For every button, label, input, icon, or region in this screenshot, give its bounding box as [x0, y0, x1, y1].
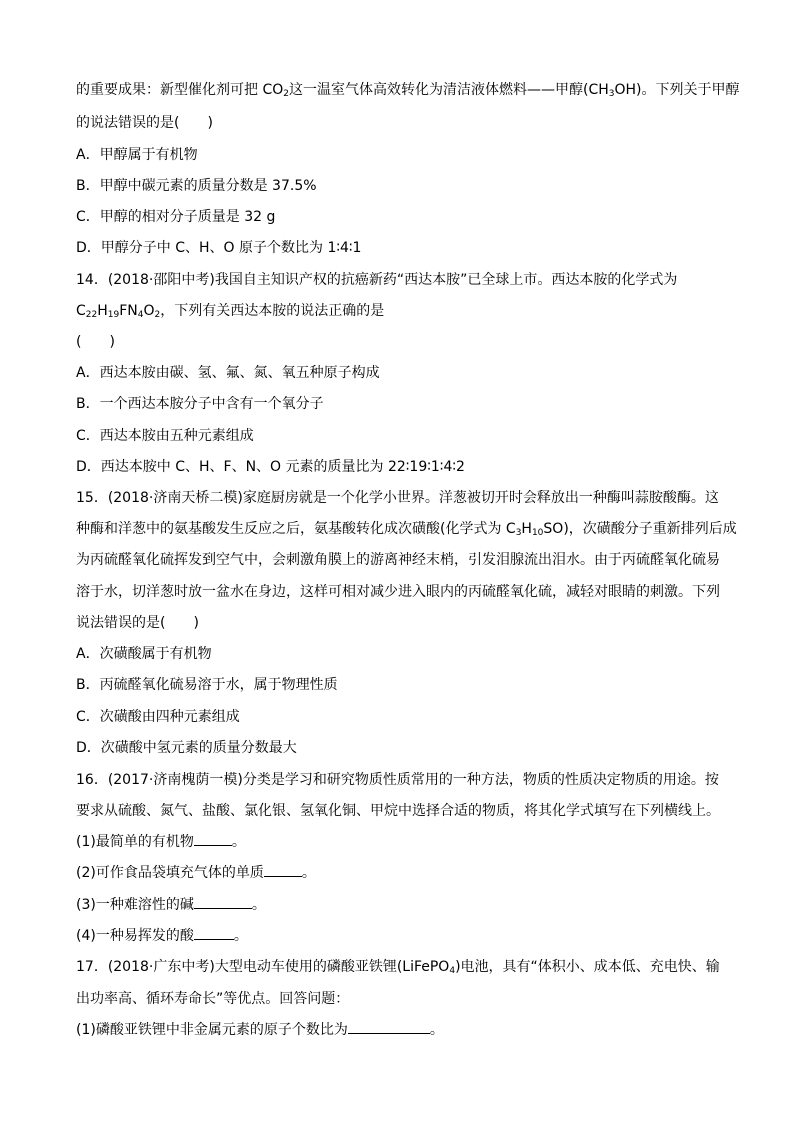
q16-item-3: (3)一种难溶性的碱 。	[76, 897, 266, 913]
q15-stem-line-1: 15．(2018·济南天桥二模)家庭厨房就是一个化学小世界。洋葱被切开时会释放出一种酶叫蒜胺酸酶。这	[76, 490, 719, 506]
q15-stem-line-3: 为丙硫醛氧化硫挥发到空气中，会刺激角膜上的游离神经末梢，引发泪腺流出泪水。由于丙硫醛氧化硫易	[76, 552, 720, 568]
q16-answer-blank-2[interactable]	[264, 863, 302, 877]
q16-stem-line-1: 16．(2017·济南槐荫一模)分类是学习和研究物质性质常用的一种方法，物质的性质决定物质的用途。按	[76, 772, 719, 788]
q15-stem-line-5: 说法错误的是( )	[76, 615, 199, 631]
q16-answer-blank-1[interactable]	[194, 832, 232, 846]
q14-option-c: C．西达本胺由五种元素组成	[76, 428, 254, 444]
q16-answer-blank-4[interactable]	[194, 926, 234, 940]
q16-item-4: (4)一种易挥发的酸 。	[76, 928, 248, 944]
q16-stem-line-2: 要求从硫酸、氮气、盐酸、氯化银、氢氧化铜、甲烷中选择合适的物质，将其化学式填写在下列横线上。	[76, 803, 720, 819]
q14-option-b: B．一个西达本胺分子中含有一个氧分子	[76, 396, 324, 412]
q15-stem-line-2: 种酶和洋葱中的氨基酸发生反应之后，氨基酸转化成次磺酸(化学式为 $C_3H_{10}SO$)，次磺酸分子重新排列后成	[76, 521, 737, 538]
q16-item-2: (2)可作食品袋填充气体的单质 。	[76, 865, 316, 881]
q17-stem-line-2: 出功率高、循环寿命长”等优点。回答问题：	[76, 991, 350, 1007]
q15-stem-line-4: 溶于水，切洋葱时放一盆水在身边，这样可相对减少进入眼内的丙硫醛氧化硫，减轻对眼睛的刺激。下列	[76, 584, 720, 600]
q13-stem-line-1: 的重要成果：新型催化剂可把 $CO_2$这一温室气体高效转化为清洁液体燃料——甲醇$(CH_3OH)$。下列关于甲醇	[76, 82, 740, 99]
q15-option-d: D．次磺酸中氢元素的质量分数最大	[76, 740, 297, 756]
q15-option-b: B．丙硫醛氧化硫易溶于水，属于物理性质	[76, 677, 338, 693]
q17-answer-blank-1[interactable]	[348, 1020, 430, 1034]
q13-option-d: D．甲醇分子中 C、H、O 原子个数比为 1∶4∶1	[76, 240, 362, 256]
q13-stem-line-2: 的说法错误的是( )	[76, 115, 213, 131]
q14-stem-line-2: $C_{22}H_{19}FN_4O_2$，下列有关西达本胺的说法正确的是	[76, 303, 385, 320]
q13-option-a: A．甲醇属于有机物	[76, 147, 198, 163]
q14-answer-bracket: ( )	[76, 334, 115, 350]
q13-option-b: B．甲醇中碳元素的质量分数是 37.5%	[76, 178, 317, 194]
q16-item-1: (1)最简单的有机物 。	[76, 834, 246, 850]
q16-answer-blank-3[interactable]	[194, 895, 252, 909]
q14-option-a: A．西达本胺由碳、氢、氟、氮、氧五种原子构成	[76, 365, 380, 381]
q17-item-1: (1)磷酸亚铁锂中非金属元素的原子个数比为 。	[76, 1022, 444, 1038]
q17-stem-line-1: 17．(2018·广东中考)大型电动车使用的磷酸亚铁锂(LiFePO$_4$)电池，具有“体积小、成本低、充电快、输	[76, 959, 720, 976]
q15-option-c: C．次磺酸由四种元素组成	[76, 709, 240, 725]
q14-option-d: D．西达本胺中 C、H、F、N、O 元素的质量比为 22∶19∶1∶4∶2	[76, 459, 465, 475]
q14-stem-line-1: 14．(2018·邵阳中考)我国自主知识产权的抗癌新药“西达本胺”已全球上市。西达本胺的化学式为	[76, 272, 678, 288]
q15-option-a: A．次磺酸属于有机物	[76, 646, 212, 662]
q13-option-c: C．甲醇的相对分子质量是 32 g	[76, 209, 276, 225]
